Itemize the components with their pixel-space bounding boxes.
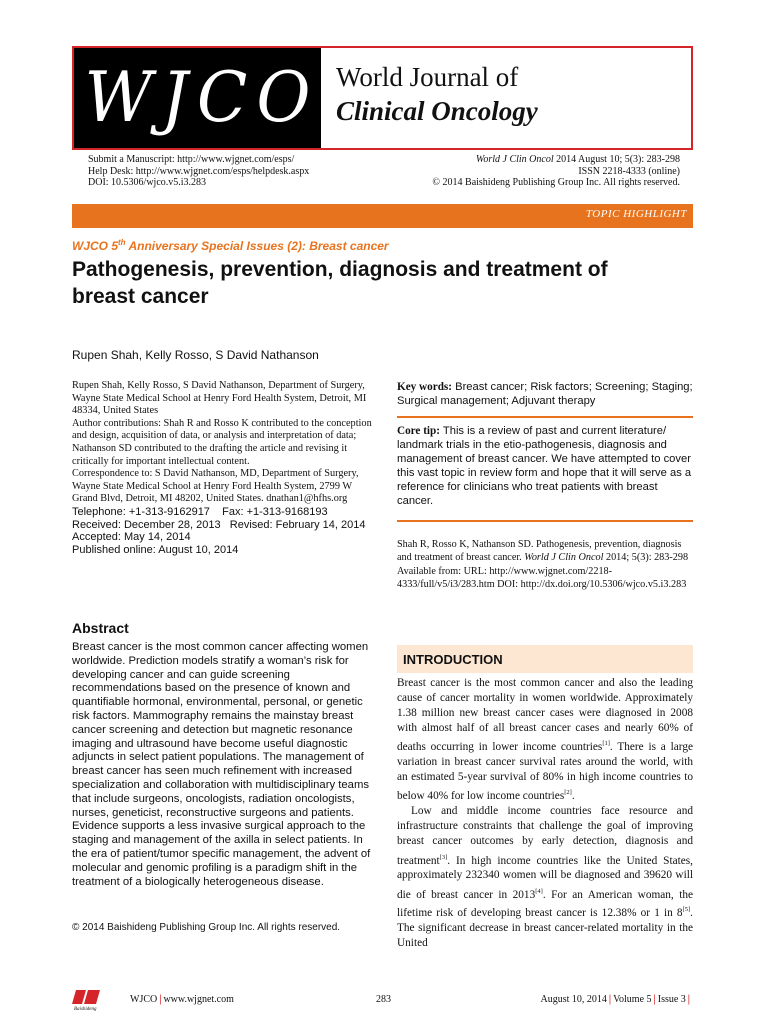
reference-link[interactable]: [3]: [439, 853, 448, 861]
doi-text: DOI: 10.5306/wjco.v5.i3.283: [88, 177, 207, 188]
issn-text: ISSN 2218-4333 (online): [578, 165, 680, 177]
special-issue-label: WJCO 5th Anniversary Special Issues (2): Breast cancer: [72, 238, 389, 253]
topic-highlight-label: TOPIC HIGHLIGHT: [585, 208, 687, 220]
topic-banner: [72, 204, 693, 228]
footer-issue: August 10, 2014 | Volume 5 | Issue 3 |: [540, 994, 690, 1005]
journal-name-line2: Clinical Oncology: [336, 96, 538, 126]
accepted-date: Accepted: May 14, 2014: [72, 531, 191, 544]
citation-info: [432, 154, 680, 189]
affiliation: Rupen Shah, Kelly Rosso, S David Nathanson, Department of Surgery, Wayne State Medical School at Henry Ford Health System, Detroit, MI 48334, United States: [72, 380, 367, 417]
article-title: Pathogenesis, prevention, diagnosis and treatment of breast cancer: [72, 258, 608, 308]
introduction-heading: INTRODUCTION: [403, 652, 503, 667]
correspondence: Correspondence to: S David Nathanson, MD, Department of Surgery, Wayne State Medical School at Henry Ford Health System, 2799 W Grand Blvd, Detroit, MI 48202, United States. dnathan1@hfhs.org: [72, 468, 359, 505]
copyright-text: © 2014 Baishideng Publishing Group Inc. All rights reserved.: [432, 177, 680, 188]
summary-box: [397, 380, 693, 591]
introduction-header: [397, 645, 693, 673]
telephone: Telephone: +1-313-9162917 Fax: +1-313-9168193: [72, 505, 328, 518]
footer-journal: WJCO | www.wjgnet.com: [130, 994, 234, 1005]
journal-name-line1: World Journal of: [336, 62, 519, 92]
author-contributions: Author contributions: Shah R and Rosso K contributed to the conception and design, acquisition of data, or analysis and interpretation of data; Nathanson SD contributed to the drafting the article and revising it critically for important intellectual content.: [72, 417, 372, 467]
introduction-text: [397, 676, 693, 951]
affiliations-block: [72, 380, 372, 556]
abstract-heading: Abstract: [72, 620, 129, 636]
reference-link[interactable]: [4]: [535, 887, 543, 895]
journal-logo: [74, 48, 321, 148]
submission-info: [88, 154, 309, 189]
publisher-logo-icon: [72, 988, 102, 1012]
svg-text:Baishideng: Baishideng: [74, 1007, 97, 1012]
paragraph: Low and middle income countries face resource and infrastructure constraints that challenge the goal of improving breast cancer outcomes by early detection, diagnosis and treatment[3]. In high income countries like the United States, approximately 232340 women will be diagnosed and 39620 will die of breast cancer in 2013[4]. For an American woman, the lifetime risk of developing breast cancer is 12.38% or 1 in 8[5]. The significant decrease in breast cancer-related mortality in the United: [397, 805, 693, 950]
logo-letter: O: [256, 57, 311, 138]
paragraph: Breast cancer is the most common cancer and also the leading cause of cancer mortality in women worldwide. Approximately 1.38 million new breast cancer cases were diagnosed in 2008 with almost half of all breast cancer cases and nearly 60% of deaths occurring in lower income countries[1]. There is a large variation in breast cancer survival rates around the world, with an estimated 5-year survival of 80% in high income countries to below 40% for low income countries[2].: [397, 677, 693, 803]
how-to-cite: Shah R, Rosso K, Nathanson SD. Pathogenesis, prevention, diagnosis and treatment of breast cancer. World J Clin Oncol 2014; 5(3): 283-298 Available from: URL: http://www.wjgnet.com/2218-4333/full/v5/i3/283.htm DOI: http://dx.doi.org/10.5306/wjco.v5.i3.283: [397, 539, 689, 590]
logo-letter: C: [196, 57, 248, 138]
journal-name: [336, 60, 538, 128]
logo-letter: J: [161, 57, 188, 138]
reference-link[interactable]: [1]: [602, 740, 610, 748]
page-number: 283: [376, 994, 391, 1005]
divider: [397, 520, 693, 522]
help-desk-link[interactable]: Help Desk: http://www.wjgnet.com/esps/helpdesk.aspx: [88, 165, 310, 177]
reference-link[interactable]: [2]: [564, 789, 572, 797]
received-date: Received: December 28, 2013 Revised: February 14, 2014: [72, 518, 366, 531]
journal-masthead: [72, 46, 693, 150]
reference-link[interactable]: [5]: [682, 906, 691, 914]
journal-citation: World J Clin Oncol 2014 August 10; 5(3): 283-298: [475, 154, 680, 165]
logo-letter: W: [84, 57, 153, 138]
author-list: Rupen Shah, Kelly Rosso, S David Nathanson: [72, 348, 319, 362]
core-tip: Core tip: This is a review of past and current literature/ landmark trials in the etio-pathogenesis, diagnosis and management of breast cancer. We have attempted to cover this vast topic in review form and hope that it will serve as a reference for clinicians who treat patients with breast cancer.: [397, 425, 692, 507]
keywords: Key words: Breast cancer; Risk factors; Screening; Staging; Surgical management; Adjuvant therapy: [397, 380, 693, 418]
journal-url-link[interactable]: www.wjgnet.com: [163, 994, 234, 1005]
abstract-copyright: © 2014 Baishideng Publishing Group Inc. All rights reserved.: [72, 922, 341, 933]
published-date: Published online: August 10, 2014: [72, 543, 239, 556]
submit-link[interactable]: Submit a Manuscript: http://www.wjgnet.com/esps/: [88, 154, 295, 165]
abstract-text: Breast cancer is the most common cancer affecting women worldwide. Prediction models stratify a woman’s risk for developing cancer and can guide screening recommendations based on the presence of known and quantifiable hormonal, environmental, personal, or genetic risk factors. Mammography remains the mainstay breast cancer screening and detection but magnetic resonance imaging and ultrasound have become useful diagnostic adjuncts in select patient populations. The management of breast cancer has seen much refinement with increased specialization and collaboration with multidisciplinary teams that include surgeons, oncologists, radiation oncologists, nurses, geneticist, reconstructive surgeons and patients. Evidence supports a less invasive surgical approach to the staging and management of the axilla in select patients. In the era of patient/tumor specific management, the advent of molecular and genomic profiling is a paradigm shift in the treatment of a biologically heterogeneous disease.: [72, 641, 371, 888]
